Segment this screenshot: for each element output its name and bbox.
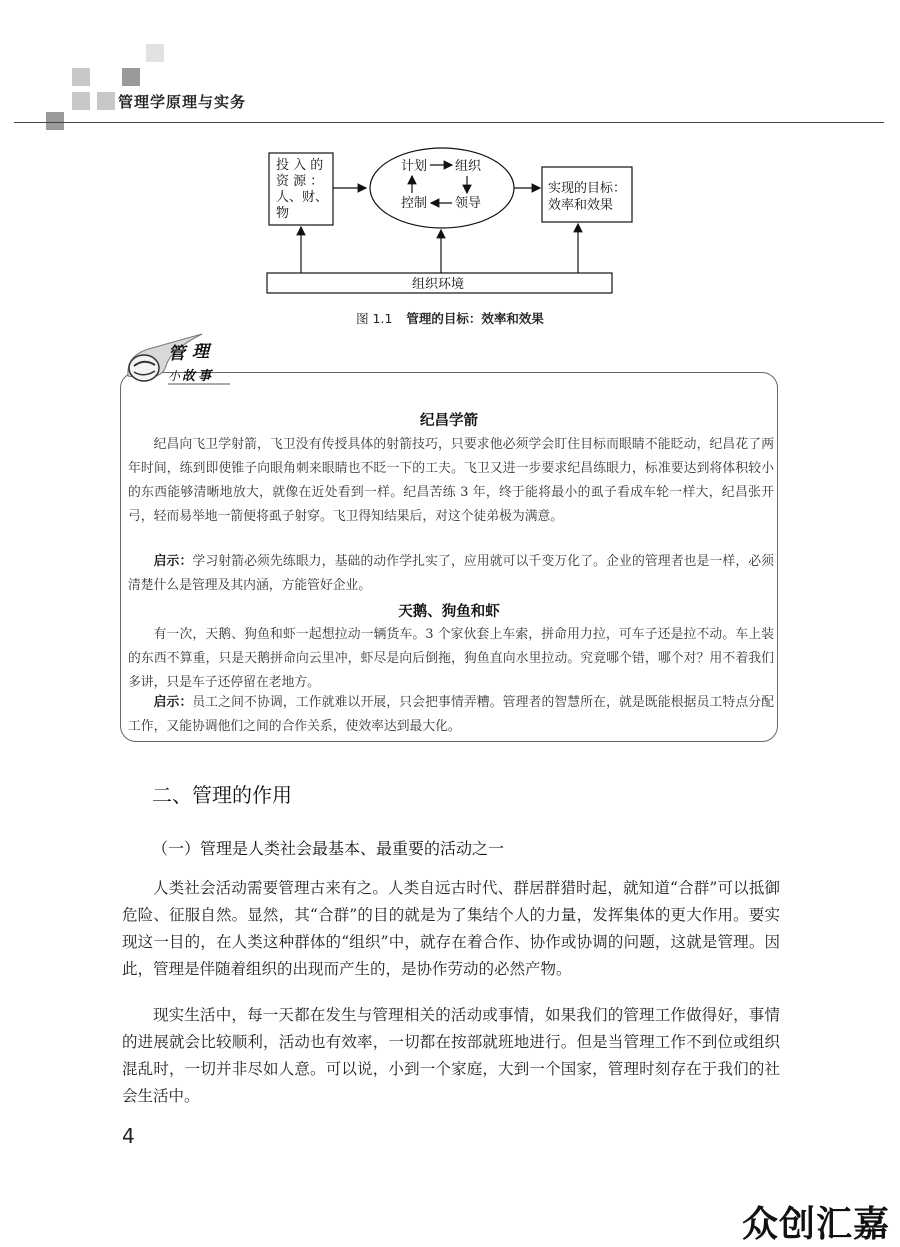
story-title-2: 天鹅、狗鱼和虾 — [398, 604, 500, 620]
story-insight-2 — [128, 691, 774, 739]
inputs-label-line-2: 资 源 ： — [276, 174, 324, 189]
process-ellipse — [370, 148, 514, 228]
goals-label-line-2: 效率和效果 — [548, 198, 614, 213]
book-title: 管理学原理与实务 — [118, 93, 247, 111]
process-plan: 计划 — [401, 159, 428, 174]
process-organize: 组织 — [455, 159, 482, 174]
figure-caption-text: 管理的目标：效率和效果 — [406, 311, 544, 326]
insight-text-2: 员工之间不协调，工作就难以开展，只会把事情弄糟。管理者的智慧所在，就是既能根据员工特点分配工作，又能协调他们之间的合作关系，使效率达到最大化。 — [128, 695, 775, 734]
goals-label-line-1: 实现的目标： — [548, 181, 627, 196]
body-paragraph-1: 人类社会活动需要管理古来有之。人类自远古时代、群居群猎时起，就知道“合群”可以抵御危险、征服自然。显然，其“合群”的目的就是为了集结个人的力量，发挥集体的更大作用。要实现这一目的，在人类这种群体的“组织”中，就存在着合作、协作或协调的问题，这就是管理。因此，管理是伴随着组织的出现而产生的，是协作劳动的必然产物。 — [122, 879, 780, 978]
inputs-label-line-3: 人、财、 — [276, 190, 329, 205]
story-insight-1 — [128, 550, 774, 598]
figure-caption — [0, 309, 900, 327]
inputs-label-line-1: 投 入 的 — [276, 158, 324, 173]
insight-text-1: 学习射箭必须先练眼力，基础的动作学扎实了，应用就可以千变万化了。企业的管理者也是一样，必须清楚什么是管理及其内涵，方能管好企业。 — [128, 554, 775, 593]
story-title-1: 纪昌学箭 — [420, 413, 478, 429]
subsection-heading: （一）管理是人类社会最基本、最重要的活动之一 — [152, 839, 505, 858]
story-text-2: 有一次，天鹅、狗鱼和虾一起想拉动一辆货车。3 个家伙套上车索，拼命用力拉，可车子还是拉不动。车上装的东西不算重，只是天鹅拼命向云里冲，虾尽是向后倒拖，狗鱼直向水里拉动。究竟哪个错，哪个对？用不着我们多讲，只是车子还停留在老地方。 — [128, 627, 774, 690]
badge-char-4: 故 — [182, 369, 196, 384]
insight-label-1: 启示： — [153, 554, 193, 569]
insight-label-2: 启示： — [153, 695, 193, 710]
badge-char-2: 理 — [192, 342, 209, 362]
figure-number: 图 1.1 — [356, 311, 393, 326]
environment-label: 组织环境 — [412, 277, 465, 292]
badge-emblem-icon — [129, 355, 159, 381]
management-goals-diagram — [0, 0, 900, 300]
process-lead: 领导 — [455, 196, 482, 211]
body-paragraph-2: 现实生活中，每一天都在发生与管理相关的活动或事情，如果我们的管理工作做得好，事情的进展就会比较顺利，活动也有效率，一切都在按部就班地进行。但是当管理工作不到位或组织混乱时，一切并非尽如人意。可以说，小到一个家庭，大到一个国家，管理时刻存在于我们的社会生活中。 — [122, 1006, 780, 1105]
process-control: 控制 — [401, 196, 428, 211]
badge-char-1: 管 — [168, 344, 185, 364]
badge-char-3: 小 — [168, 369, 181, 383]
story-text-1: 纪昌向飞卫学射箭，飞卫没有传授具体的射箭技巧，只要求他必须学会盯住目标而眼睛不能眨动，纪昌花了两年时间，练到即使锥子向眼角刺来眼睛也不眨一下的工夫。飞卫又进一步要求纪昌练眼力，标准要达到将体积较小的东西能够清晰地放大，就像在近处看到一样。纪昌苦练 3 年，终于能将最小的虱子看成车轮一样大，纪昌张开弓，轻而易举地一箭便将虱子射穿。飞卫得知结果后，对这个徒弟极为满意。 — [128, 437, 774, 524]
inputs-label-line-4: 物 — [276, 206, 290, 221]
page-number: 4 — [122, 1124, 135, 1148]
section-heading: 二、管理的作用 — [152, 783, 292, 807]
badge-char-5: 事 — [198, 369, 212, 384]
watermark: 众创汇嘉 — [741, 1204, 890, 1245]
management-story-badge — [122, 332, 232, 392]
